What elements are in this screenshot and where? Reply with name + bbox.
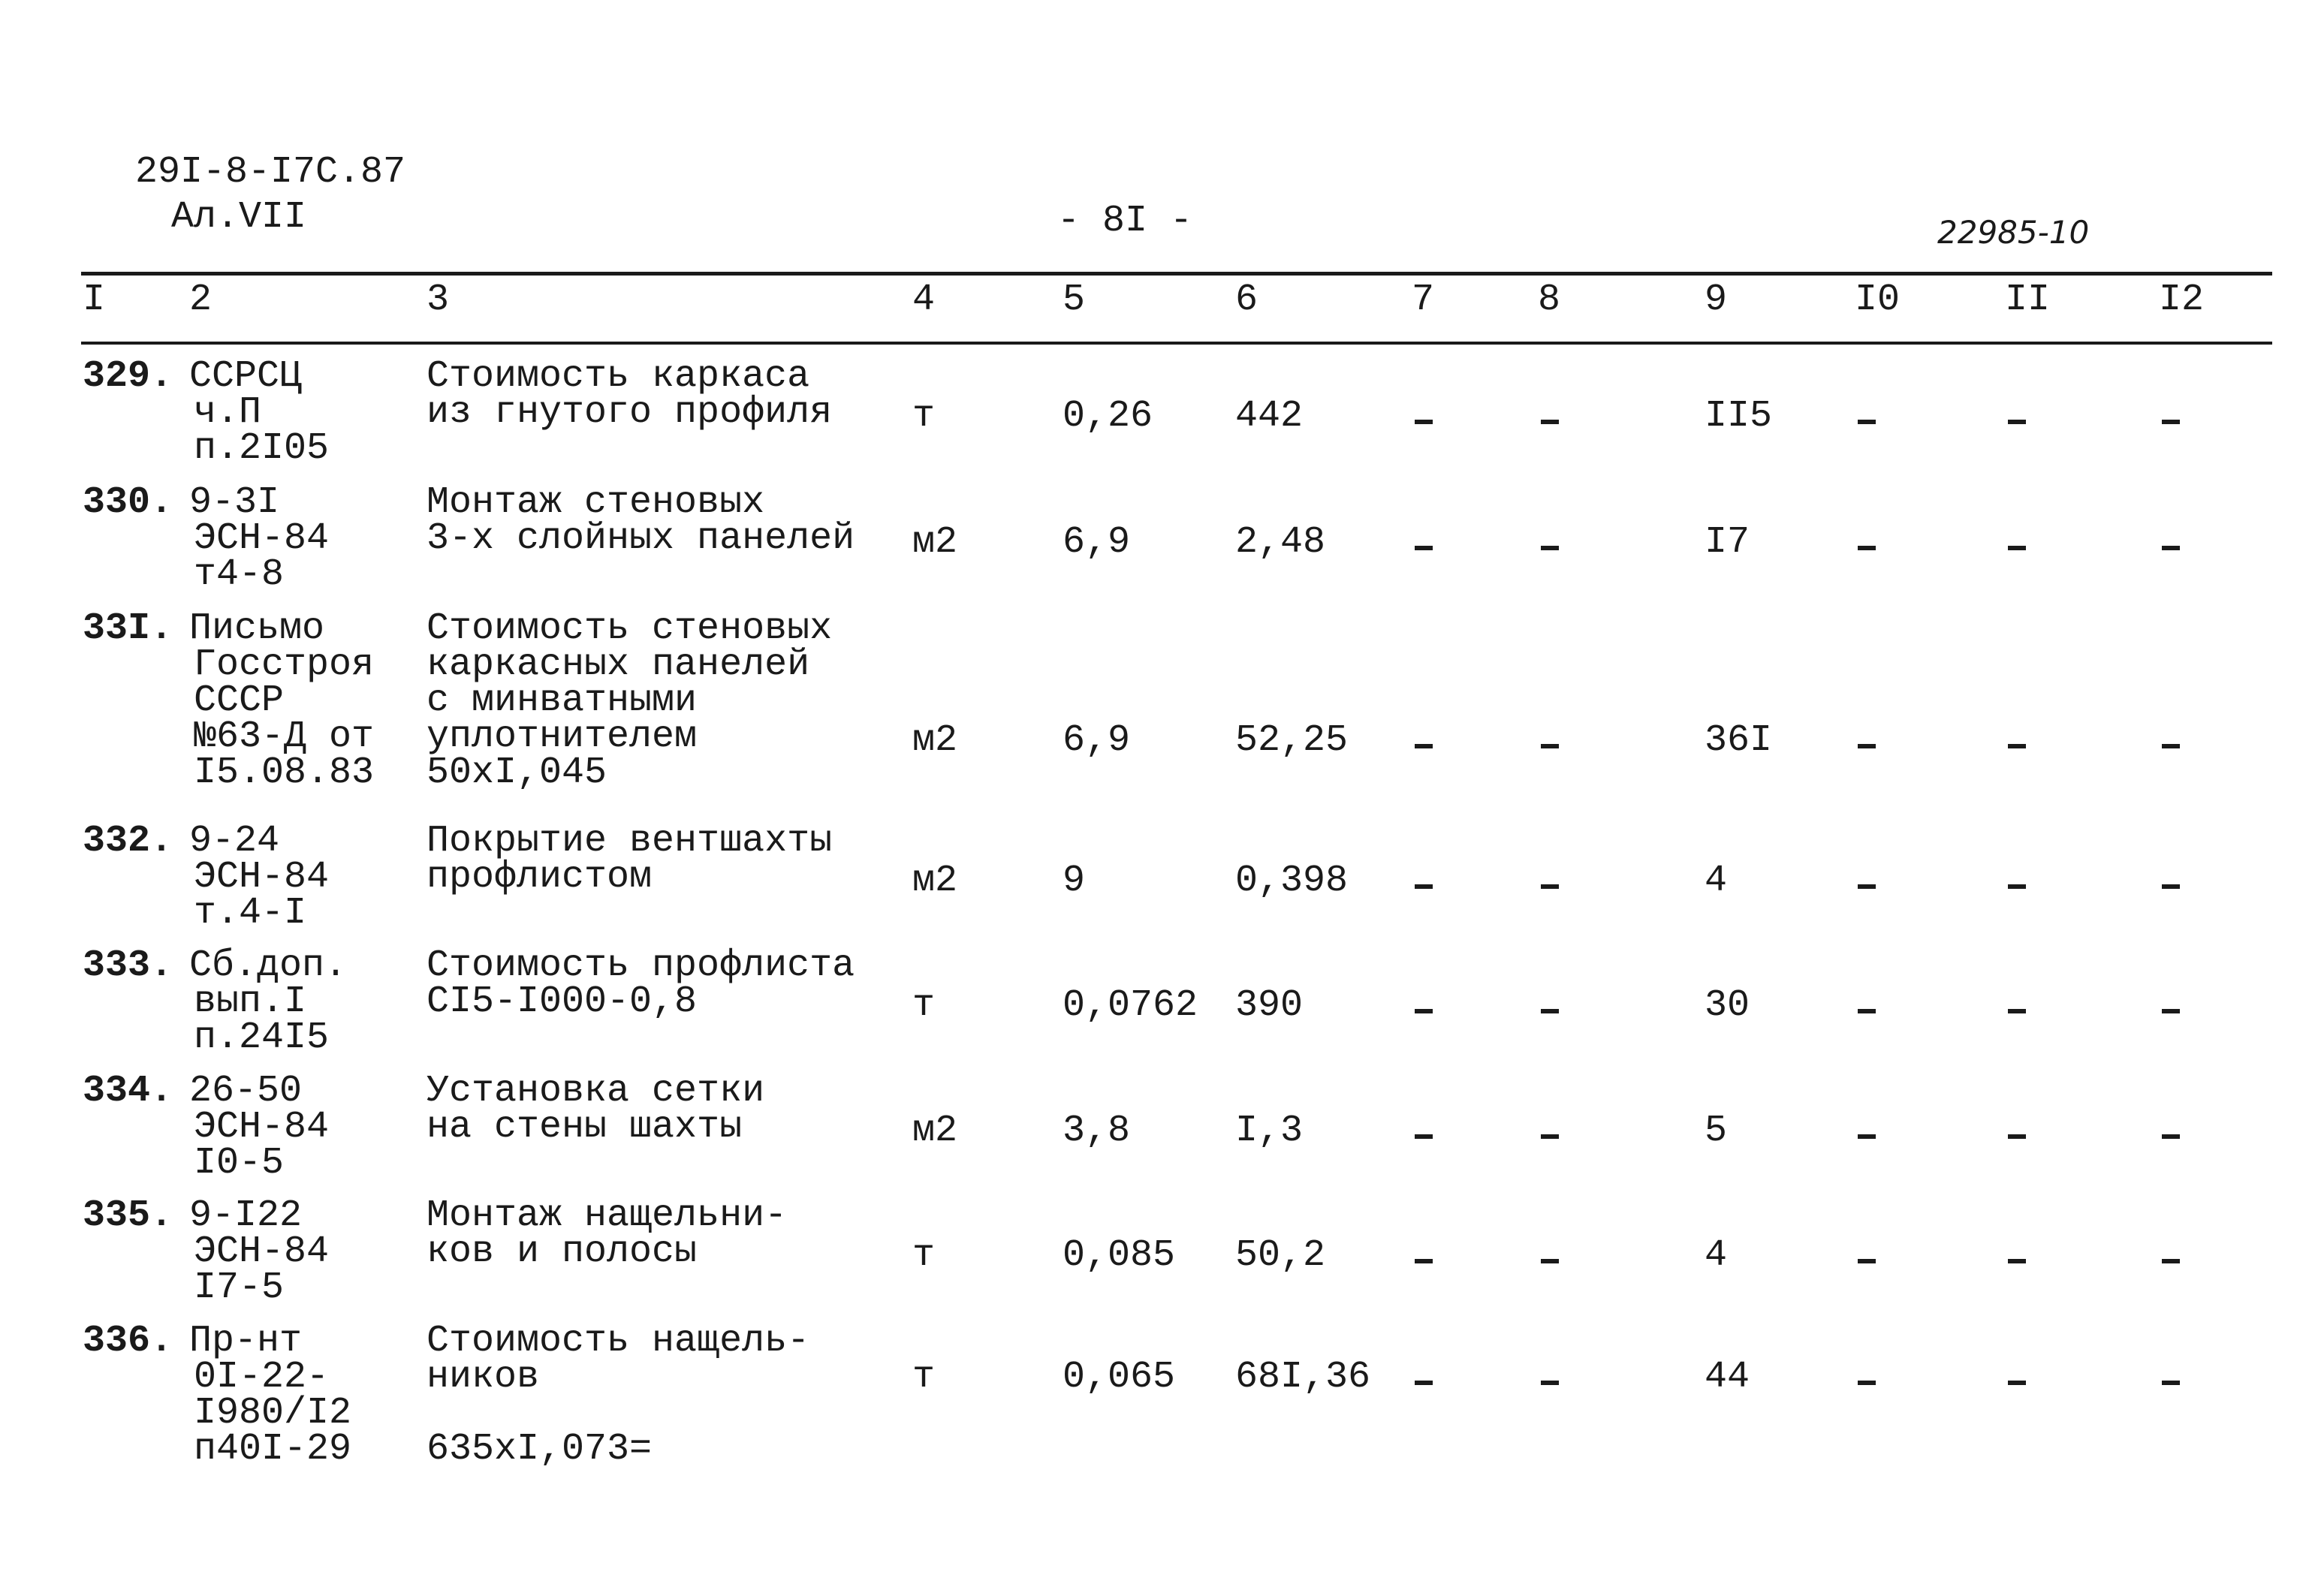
row-description-line: Стоимость профлиста [427,944,855,987]
empty-cell-dash [1858,744,1876,748]
row-number: 333. [83,944,173,987]
row-unit: м2 [912,1110,958,1152]
row-reference-line: вып.I [194,980,307,1023]
empty-cell-dash [2008,420,2026,424]
row-quantity: 6,9 [1063,719,1131,762]
row-reference-line: 9-3I [189,481,280,524]
row-number: 335. [83,1194,173,1237]
row-unit-price: 0,398 [1235,860,1349,902]
row-description-line: уплотнителем [427,715,698,758]
empty-cell-dash [1415,420,1433,424]
row-total: 4 [1705,860,1728,902]
row-unit: т [912,395,936,438]
empty-cell-dash [1415,744,1433,748]
album-label: Ал.VII [171,196,307,239]
row-description-line: с минватными [427,679,698,722]
row-total: 36I [1705,719,1773,762]
row-unit: т [912,1234,936,1277]
row-number: 330. [83,481,173,524]
doc-code: 29I-8-I7C.87 [135,151,406,194]
empty-cell-dash [2008,1134,2026,1139]
row-reference-line: ЭСН-84 [194,856,330,899]
empty-cell-dash [2008,546,2026,550]
column-header-6: 6 [1235,279,1259,321]
empty-cell-dash [1541,1259,1559,1263]
empty-cell-dash [2162,1259,2180,1263]
empty-cell-dash [1858,1134,1876,1139]
row-reference-line: Пр-нт [189,1320,303,1363]
row-unit-price: 2,48 [1235,521,1326,564]
row-description-line: Монтаж стеновых [427,481,765,524]
empty-cell-dash [1415,1009,1433,1013]
row-description-line: CI5-I000-0,8 [427,980,698,1023]
column-header-11: II [2005,279,2051,321]
row-description-line: Стоимость стеновых [427,607,833,650]
empty-cell-dash [1858,884,1876,889]
row-reference-line: 0I-22- [194,1356,330,1399]
row-number: 332. [83,820,173,863]
row-description-line: Стоимость каркаса [427,355,810,398]
row-total: 30 [1705,984,1750,1027]
row-description-line: 3-х слойных панелей [427,517,855,560]
row-quantity: 0,0762 [1063,984,1198,1027]
row-number: 334. [83,1070,173,1113]
row-description-line: на стены шахты [427,1106,743,1149]
column-header-7: 7 [1412,279,1435,321]
row-reference-line: Сб.доп. [189,944,348,987]
row-unit-price: I,3 [1235,1110,1304,1152]
row-quantity: 0,26 [1063,395,1153,438]
row-description-line: Покрытие вентшахты [427,820,833,863]
empty-cell-dash [1541,1009,1559,1013]
row-reference-line: п.24I5 [194,1016,330,1059]
empty-cell-dash [1541,1381,1559,1385]
row-reference-line: ЭСН-84 [194,517,330,560]
row-quantity: 3,8 [1063,1110,1131,1152]
row-number: 336. [83,1320,173,1363]
row-number: 33I. [83,607,173,650]
empty-cell-dash [1541,420,1559,424]
row-reference-line: 9-I22 [189,1194,303,1237]
row-reference-line: I7-5 [194,1266,285,1309]
empty-cell-dash [1415,546,1433,550]
empty-cell-dash [2162,1381,2180,1385]
row-total: I7 [1705,521,1750,564]
row-total: II5 [1705,395,1773,438]
empty-cell-dash [1415,1134,1433,1139]
empty-cell-dash [1541,884,1559,889]
row-description-line: ков и полосы [427,1230,698,1273]
row-reference-line: ССРСЦ [189,355,303,398]
row-description-line: профлистом [427,856,653,899]
row-description-line: из гнутого профиля [427,391,833,434]
row-reference-line: п.2I05 [194,427,330,470]
empty-cell-dash [2008,1009,2026,1013]
empty-cell-dash [2162,1134,2180,1139]
header-bottom-rule [81,342,2272,345]
empty-cell-dash [1541,1134,1559,1139]
column-header-5: 5 [1063,279,1086,321]
column-header-9: 9 [1705,279,1728,321]
row-unit-price: 442 [1235,395,1304,438]
row-unit: м2 [912,860,958,902]
row-unit-price: 390 [1235,984,1304,1027]
empty-cell-dash [2162,884,2180,889]
column-header-2: 2 [189,279,213,321]
row-reference-line: 9-24 [189,820,280,863]
row-description-line: Установка сетки [427,1070,765,1113]
row-unit-price: 52,25 [1235,719,1349,762]
row-reference-line: СССР [194,679,285,722]
column-header-10: I0 [1855,279,1901,321]
row-description-line: ников [427,1356,540,1399]
empty-cell-dash [2008,884,2026,889]
column-header-8: 8 [1538,279,1561,321]
empty-cell-dash [1541,744,1559,748]
empty-cell-dash [1415,1259,1433,1263]
empty-cell-dash [2162,546,2180,550]
column-header-4: 4 [912,279,936,321]
row-reference-line: №63-Д от [194,715,375,758]
row-quantity: 0,085 [1063,1234,1176,1277]
row-unit: т [912,1356,936,1399]
row-reference-line: 26-50 [189,1070,303,1113]
row-description-line: 635хI,073= [427,1428,653,1471]
row-number: 329. [83,355,173,398]
header-top-rule [81,272,2272,276]
row-reference-line: I0-5 [194,1142,285,1185]
empty-cell-dash [1415,884,1433,889]
row-unit-price: 68I,36 [1235,1356,1371,1399]
row-reference-line: I980/I2 [194,1392,352,1435]
empty-cell-dash [2008,1381,2026,1385]
row-total: 4 [1705,1234,1728,1277]
row-unit: м2 [912,521,958,564]
row-reference-line: ЭСН-84 [194,1106,330,1149]
row-quantity: 6,9 [1063,521,1131,564]
empty-cell-dash [1858,420,1876,424]
empty-cell-dash [2162,1009,2180,1013]
empty-cell-dash [2008,1259,2026,1263]
row-reference-line: Письмо [189,607,325,650]
row-reference-line: Госстроя [194,643,375,686]
row-description-line: Монтаж нащельни- [427,1194,788,1237]
empty-cell-dash [1541,546,1559,550]
row-reference-line: т4-8 [194,553,285,596]
row-quantity: 9 [1063,860,1086,902]
empty-cell-dash [1415,1381,1433,1385]
column-header-3: 3 [427,279,450,321]
row-quantity: 0,065 [1063,1356,1176,1399]
row-description-line: каркасных панелей [427,643,810,686]
empty-cell-dash [2008,744,2026,748]
empty-cell-dash [2162,744,2180,748]
row-total: 5 [1705,1110,1728,1152]
empty-cell-dash [2162,420,2180,424]
empty-cell-dash [1858,1381,1876,1385]
empty-cell-dash [1858,546,1876,550]
row-reference-line: ЭСН-84 [194,1230,330,1273]
row-unit-price: 50,2 [1235,1234,1326,1277]
row-reference-line: ч.П [194,391,262,434]
archive-stamp: 22985-10 [1937,214,2090,251]
row-description-line: Стоимость нащель- [427,1320,810,1363]
row-unit: т [912,984,936,1027]
row-reference-line: I5.08.83 [194,751,375,794]
row-reference-line: т.4-I [194,892,307,935]
row-unit: м2 [912,719,958,762]
column-header-12: I2 [2159,279,2205,321]
page-number: - 8I - [1057,200,1193,242]
column-header-1: I [83,279,106,321]
empty-cell-dash [1858,1009,1876,1013]
row-description-line: 50хI,045 [427,751,607,794]
row-total: 44 [1705,1356,1750,1399]
empty-cell-dash [1858,1259,1876,1263]
row-reference-line: п40I-29 [194,1428,352,1471]
